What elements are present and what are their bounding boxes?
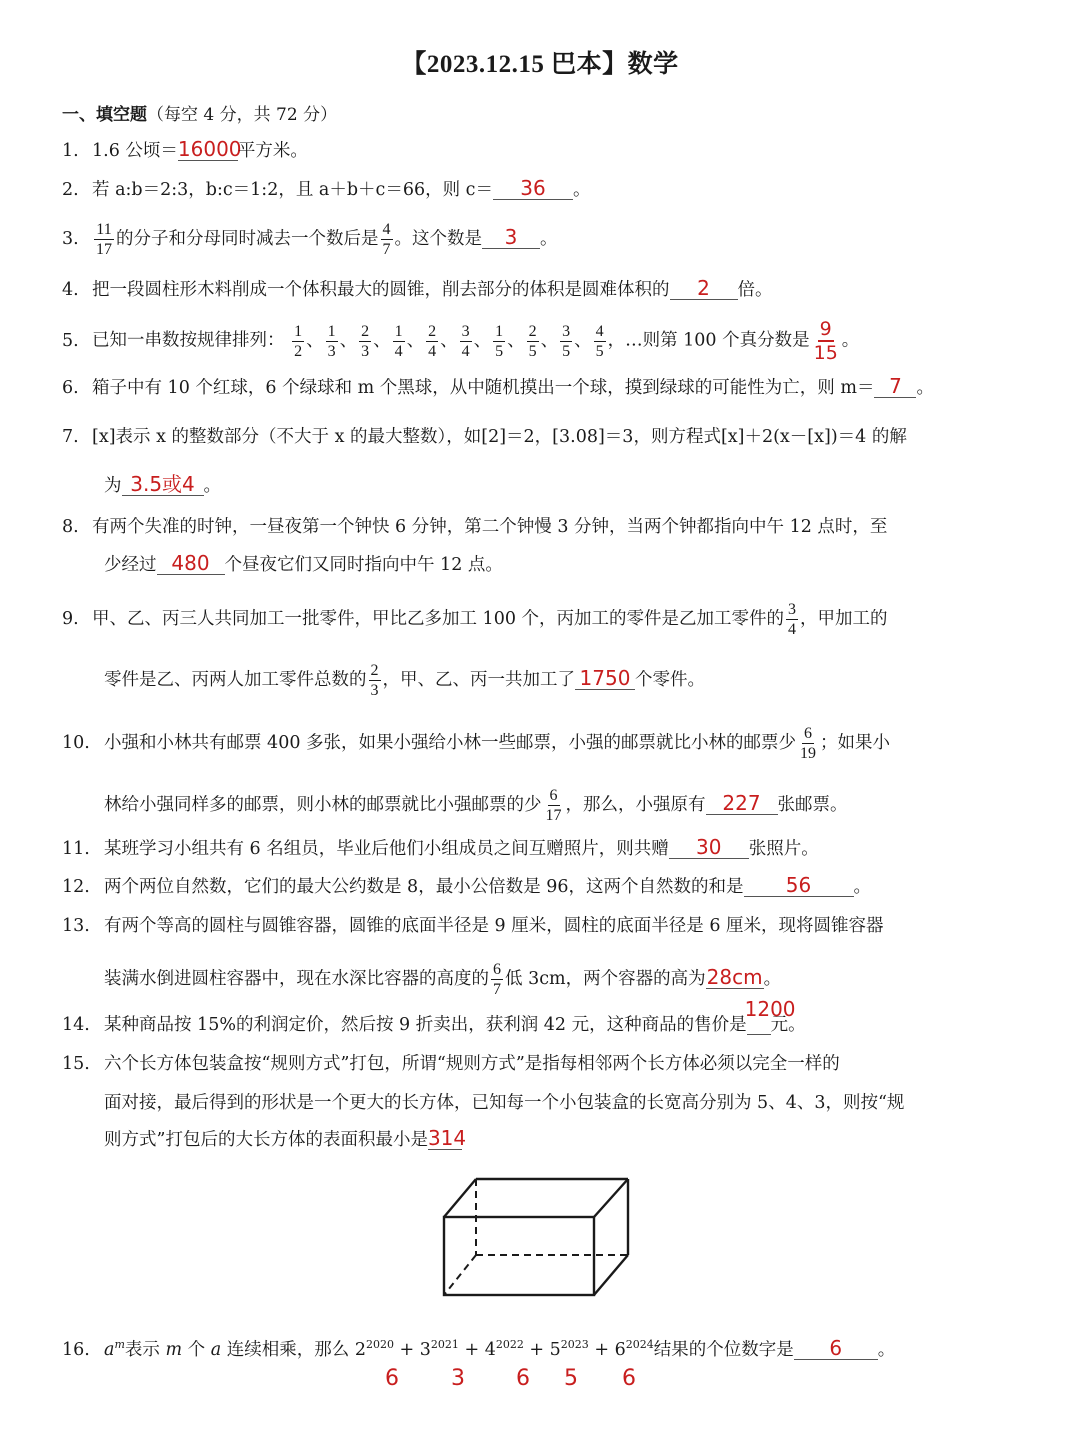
answer-6[interactable]: 7 (874, 375, 916, 398)
fraction: $\frac{1}{2}$ (294, 322, 303, 360)
fraction: $\frac{2}{5}$ (528, 322, 537, 360)
answer-12[interactable]: 56 (744, 874, 854, 897)
fraction: $\frac{2}{3}$ (370, 662, 379, 699)
question-11: 11. 某班学习小组共有 6 名组员，毕业后他们小组成员之间互赠照片，则共赠 30 张照片。 (62, 835, 819, 859)
fraction: $\frac{4}{7}$ (382, 221, 391, 258)
fraction: $\frac{3}{4}$ (461, 322, 470, 360)
question-4: 4. 把一段圆柱形木料削成一个体积最大的圆锥，削去部分的体积是圆难体积的 2 倍。 (62, 276, 773, 300)
answer-11[interactable]: 30 (669, 836, 749, 859)
question-9: 9. 甲、乙、丙三人共同加工一批零件，甲比乙多加工 100 个，丙加工的零件是乙加工零件的 $\frac{3}{4}$ ，甲加工的 (62, 601, 888, 638)
question-7-cont: 为 3.5或4 。 (104, 472, 221, 496)
unit-digit: 6 (385, 1366, 399, 1391)
fraction: $\frac{4}{5}$ (595, 322, 604, 360)
answer-3[interactable]: 3 (482, 226, 540, 249)
fraction-sequence: $\frac{1}{2}$ 、 $\frac{1}{3}$ 、 $\frac{2}{3}$ 、 $\frac{1}{4}$ 、 $\frac{2}{4}$ 、 $\frac{3}{4}$ 、 $\frac{1}{5}$ 、 $\frac{2}{5}$ 、 $\frac{3}{5}$ 、 $\frac{4}{5}$ (294, 322, 604, 360)
fraction: $\frac{3}{4}$ (788, 601, 797, 638)
answer-7[interactable]: 3.5或4 (122, 473, 204, 496)
question-13-cont: 装满水倒进圆柱容器中，现在水深比容器的高度的 $\frac{6}{7}$ 低 3cm，两个容器的高为28cm。 (104, 961, 782, 998)
answer-9[interactable]: 1750 (575, 667, 635, 690)
question-3: 3. $\frac{11}{17}$ 的分子和分母同时减去一个数后是 $\frac{4}{7}$ 。这个数是 3 。 (62, 221, 558, 258)
question-5: 5. 已知一串数按规律排列： $\frac{1}{2}$ 、 $\frac{1}{3}$ 、 $\frac{2}{3}$ 、 $\frac{1}{4}$ 、 $\frac{2}{4}$ 、 $\frac{3}{4}$ 、 $\frac{1}{5}$ 、 $\frac{2}{5}$ 、 $\frac{3}{5}$ 、 $\frac{4}{5}$ ，…则第 100 个真分数是 $\frac{9}{15}$ 。 (62, 318, 860, 364)
question-12: 12. 两个两位自然数，它们的最大公约数是 8，最小公倍数是 96，这两个自然数的和是 56 。 (62, 873, 872, 897)
question-6: 6. 箱子中有 10 个红球，6 个绿球和 m 个黑球，从中随机摸出一个球，摸到绿球的可能性为亡，则 m＝ 7 。 (62, 374, 934, 398)
question-8: 8. 有两个失准的时钟，一昼夜第一个钟快 6 分钟，第二个钟慢 3 分钟，当两个钟都指向中午 12 点时，至 (62, 517, 888, 537)
question-8-cont: 少经过 480 个昼夜它们又同时指向中午 12 点。 (104, 551, 503, 575)
section-note: （每空 4 分，共 72 分） (147, 105, 338, 125)
fraction: $\frac{2}{4}$ (428, 322, 437, 360)
answer-10[interactable]: 227 (706, 792, 778, 815)
answer-15[interactable]: 314 (427, 1126, 467, 1150)
fraction: $\frac{6}{19}$ (800, 725, 817, 762)
answer-13[interactable]: 28cm (706, 965, 763, 989)
cuboid-diagram (440, 1175, 640, 1305)
question-1: 1. 1.6 公顷＝16000平方米。 (62, 137, 308, 161)
fraction: $\frac{2}{3}$ (361, 322, 370, 360)
unit-digit: 6 (622, 1366, 636, 1391)
unit-digit: 5 (564, 1366, 578, 1391)
fraction: $\frac{6}{17}$ (545, 787, 562, 824)
fraction: $\frac{1}{3}$ (327, 322, 336, 360)
question-15: 15. 六个长方体包装盒按“规则方式”打包，所谓“规则方式”是指每相邻两个长方体必须以完全一样的 (62, 1054, 840, 1074)
fraction: $\frac{1}{5}$ (495, 322, 504, 360)
question-15-cont-1: 面对接，最后得到的形状是一个更大的长方体，已知每一个小包装盒的长宽高分别为 5、4、3，则按“规 (104, 1093, 905, 1113)
question-2: 2. 若 a:b＝2:3，b:c＝1:2，且 a＋b＋c＝66，则 c＝ 36 。 (62, 176, 591, 200)
answer-14[interactable]: 1200 (747, 1012, 771, 1035)
section-heading (62, 100, 337, 125)
answer-2[interactable]: 36 (493, 177, 573, 200)
unit-digit-notes (0, 1366, 1080, 1396)
page-title: 【2023.12.15 巴本】数学 (401, 51, 679, 78)
answer-8[interactable]: 480 (157, 552, 225, 575)
answer-1[interactable]: 16000 (177, 137, 242, 161)
fraction: $\frac{6}{7}$ (493, 961, 501, 998)
question-13: 13. 有两个等高的圆柱与圆锥容器，圆锥的底面半径是 9 厘米，圆柱的底面半径是 6 厘米，现将圆锥容器 (62, 916, 884, 936)
answer-5[interactable]: $\frac{9}{15}$ (813, 318, 838, 364)
power-term: $6^{2024}$ (614, 1338, 654, 1360)
unit-digit: 6 (516, 1366, 530, 1391)
power-term: $3^{2021}$ (419, 1338, 459, 1360)
question-16: 16. $a^m$表示 m 个 a 连续相乘，那么 $2^{2020} + 3^{2021} + 4^{2022} + 5^{2023} + 6^{2024}$结果的个位数字是 6 。 (62, 1335, 896, 1360)
question-15-cont-2: 则方式”打包后的大长方体的表面积最小是314 (104, 1126, 467, 1150)
section-label: 一、填空题 (62, 105, 147, 125)
question-14: 14. 某种商品按 15%的利润定价，然后按 9 折卖出，获利润 42 元，这种商品的售价是 1200 元。 (62, 997, 806, 1035)
power-term: $2^{2020}$ (354, 1338, 394, 1360)
fraction: $\frac{3}{5}$ (562, 322, 571, 360)
unit-digit: 3 (451, 1366, 465, 1391)
question-9-cont: 零件是乙、丙两人加工零件总数的 $\frac{2}{3}$ ，甲、乙、丙一共加工了 1750 个零件。 (104, 662, 705, 699)
power-term: $5^{2023}$ (549, 1338, 589, 1360)
power-term: $4^{2022}$ (484, 1338, 524, 1360)
question-10: 10. 小强和小林共有邮票 400 多张，如果小强给小林一些邮票，小强的邮票就比小林的邮票少 $\frac{6}{19}$ ；如果小 (62, 725, 891, 762)
fraction: $\frac{11}{17}$ (96, 221, 112, 258)
fraction: $\frac{1}{4}$ (394, 322, 403, 360)
power-terms: $2^{2020} + 3^{2021} + 4^{2022} + 5^{2023} + 6^{2024}$ (354, 1338, 654, 1360)
question-7: 7. [x]表示 x 的整数部分（不大于 x 的最大整数），如[2]＝2，[3.08]＝3，则方程式[x]＋2(x－[x])＝4 的解 (62, 427, 907, 447)
answer-4[interactable]: 2 (670, 277, 738, 300)
question-10-cont: 林给小强同样多的邮票，则小林的邮票就比小强邮票的少 $\frac{6}{17}$ ，那么，小强原有 227 张邮票。 (104, 787, 848, 824)
answer-16[interactable]: 6 (794, 1337, 878, 1360)
